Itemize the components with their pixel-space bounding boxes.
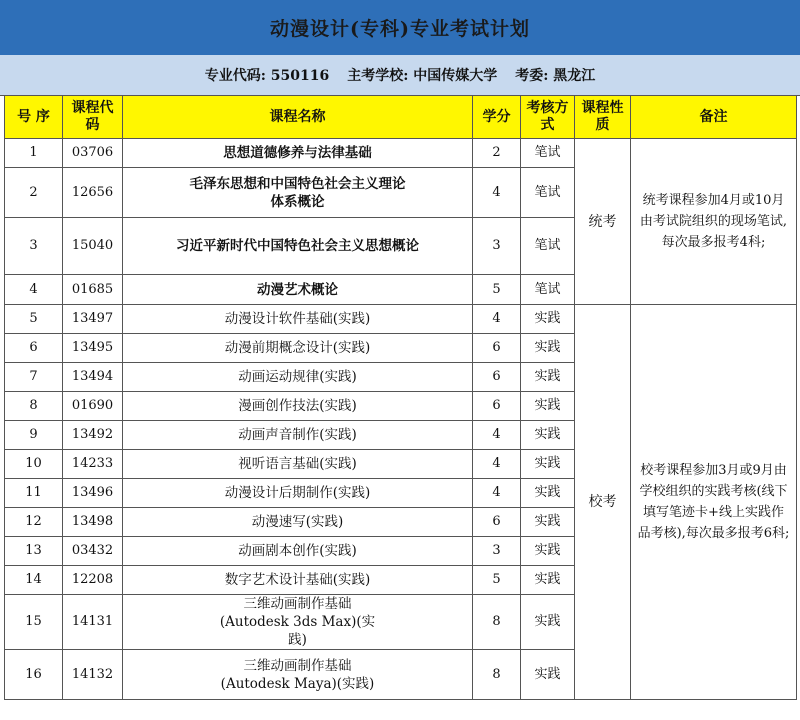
row-no: 2: [5, 168, 63, 218]
row-course-name: 动漫设计软件基础(实践): [123, 305, 473, 334]
row-no: 1: [5, 139, 63, 168]
exam-plan-table: [4, 95, 797, 700]
row-credit: 2: [473, 139, 521, 168]
row-credit: 8: [473, 595, 521, 650]
row-code: 12656: [63, 168, 123, 218]
row-credit: 6: [473, 508, 521, 537]
header-course-code: 课程代码: [63, 96, 123, 139]
row-exam-mode: 实践: [521, 595, 575, 650]
row-exam-mode: 实践: [521, 450, 575, 479]
row-code: 13495: [63, 334, 123, 363]
row-code: 15040: [63, 218, 123, 275]
row-course-name: 动画声音制作(实践): [123, 421, 473, 450]
row-code: 03706: [63, 139, 123, 168]
row-course-name: 三维动画制作基础(Autodesk 3ds Max)(实践): [123, 595, 473, 650]
row-credit: 4: [473, 421, 521, 450]
row-credit: 3: [473, 218, 521, 275]
row-credit: 6: [473, 392, 521, 421]
row-exam-mode: 笔试: [521, 218, 575, 275]
table-header-row: [5, 96, 797, 139]
row-no: 13: [5, 537, 63, 566]
header-nature: 课程性质: [575, 96, 631, 139]
nature-group-school: 校考: [575, 305, 631, 700]
header-remark: 备注: [631, 96, 797, 139]
row-course-name: 数字艺术设计基础(实践): [123, 566, 473, 595]
row-course-name: 三维动画制作基础(Autodesk Maya)(实践): [123, 650, 473, 700]
row-exam-mode: 实践: [521, 334, 575, 363]
row-credit: 4: [473, 479, 521, 508]
table-row: [5, 139, 797, 168]
row-code: 14233: [63, 450, 123, 479]
row-exam-mode: 实践: [521, 566, 575, 595]
row-course-name: 动漫速写(实践): [123, 508, 473, 537]
host-school: 主考学校: 中国传媒大学: [347, 68, 498, 84]
row-exam-mode: 实践: [521, 479, 575, 508]
row-no: 4: [5, 275, 63, 305]
header-course-name: 课程名称: [123, 96, 473, 139]
row-no: 5: [5, 305, 63, 334]
row-code: 01685: [63, 275, 123, 305]
row-no: 9: [5, 421, 63, 450]
row-no: 12: [5, 508, 63, 537]
row-exam-mode: 笔试: [521, 139, 575, 168]
row-no: 11: [5, 479, 63, 508]
row-course-name: 毛泽东思想和中国特色社会主义理论体系概论: [123, 168, 473, 218]
row-course-name: 视听语言基础(实践): [123, 450, 473, 479]
row-code: 01690: [63, 392, 123, 421]
row-course-name: 动漫艺术概论: [123, 275, 473, 305]
row-code: 13497: [63, 305, 123, 334]
row-no: 14: [5, 566, 63, 595]
row-code: 13496: [63, 479, 123, 508]
row-credit: 4: [473, 305, 521, 334]
exam-committee: 考委: 黑龙江: [515, 68, 596, 84]
row-course-name: 动漫前期概念设计(实践): [123, 334, 473, 363]
row-exam-mode: 实践: [521, 305, 575, 334]
row-exam-mode: 实践: [521, 392, 575, 421]
row-credit: 6: [473, 334, 521, 363]
major-code: 专业代码: 550116: [204, 68, 330, 84]
row-code: 03432: [63, 537, 123, 566]
remark-group-unified: 统考课程参加4月或10月由考试院组织的现场笔试, 每次最多报考4科;: [631, 139, 797, 305]
row-no: 15: [5, 595, 63, 650]
major-info-bar: [0, 55, 800, 96]
row-no: 3: [5, 218, 63, 275]
row-credit: 4: [473, 168, 521, 218]
row-credit: 4: [473, 450, 521, 479]
header-credit: 学分: [473, 96, 521, 139]
row-no: 8: [5, 392, 63, 421]
row-code: 13494: [63, 363, 123, 392]
row-code: 12208: [63, 566, 123, 595]
row-code: 14132: [63, 650, 123, 700]
row-exam-mode: 实践: [521, 421, 575, 450]
nature-group-unified: 统考: [575, 139, 631, 305]
row-no: 6: [5, 334, 63, 363]
row-code: 13492: [63, 421, 123, 450]
row-no: 16: [5, 650, 63, 700]
row-course-name: 动画剧本创作(实践): [123, 537, 473, 566]
row-code: 14131: [63, 595, 123, 650]
row-credit: 6: [473, 363, 521, 392]
row-no: 10: [5, 450, 63, 479]
row-course-name: 思想道德修养与法律基础: [123, 139, 473, 168]
row-exam-mode: 实践: [521, 363, 575, 392]
header-exam-mode: 考核方式: [521, 96, 575, 139]
row-credit: 3: [473, 537, 521, 566]
row-course-name: 动画运动规律(实践): [123, 363, 473, 392]
page-title: 动漫设计(专科)专业考试计划: [0, 0, 800, 56]
row-course-name: 漫画创作技法(实践): [123, 392, 473, 421]
row-exam-mode: 实践: [521, 537, 575, 566]
row-credit: 8: [473, 650, 521, 700]
row-exam-mode: 笔试: [521, 275, 575, 305]
row-course-name: 习近平新时代中国特色社会主义思想概论: [123, 218, 473, 275]
table-row: [5, 305, 797, 334]
header-no: 号 序: [5, 96, 63, 139]
row-code: 13498: [63, 508, 123, 537]
remark-group-school: 校考课程参加3月或9月由学校组织的实践考核(线下填写笔迹卡+线上实践作品考核),每次最多报考6科;: [631, 305, 797, 700]
row-exam-mode: 笔试: [521, 168, 575, 218]
row-credit: 5: [473, 275, 521, 305]
row-exam-mode: 实践: [521, 508, 575, 537]
row-course-name: 动漫设计后期制作(实践): [123, 479, 473, 508]
row-credit: 5: [473, 566, 521, 595]
row-exam-mode: 实践: [521, 650, 575, 700]
row-no: 7: [5, 363, 63, 392]
